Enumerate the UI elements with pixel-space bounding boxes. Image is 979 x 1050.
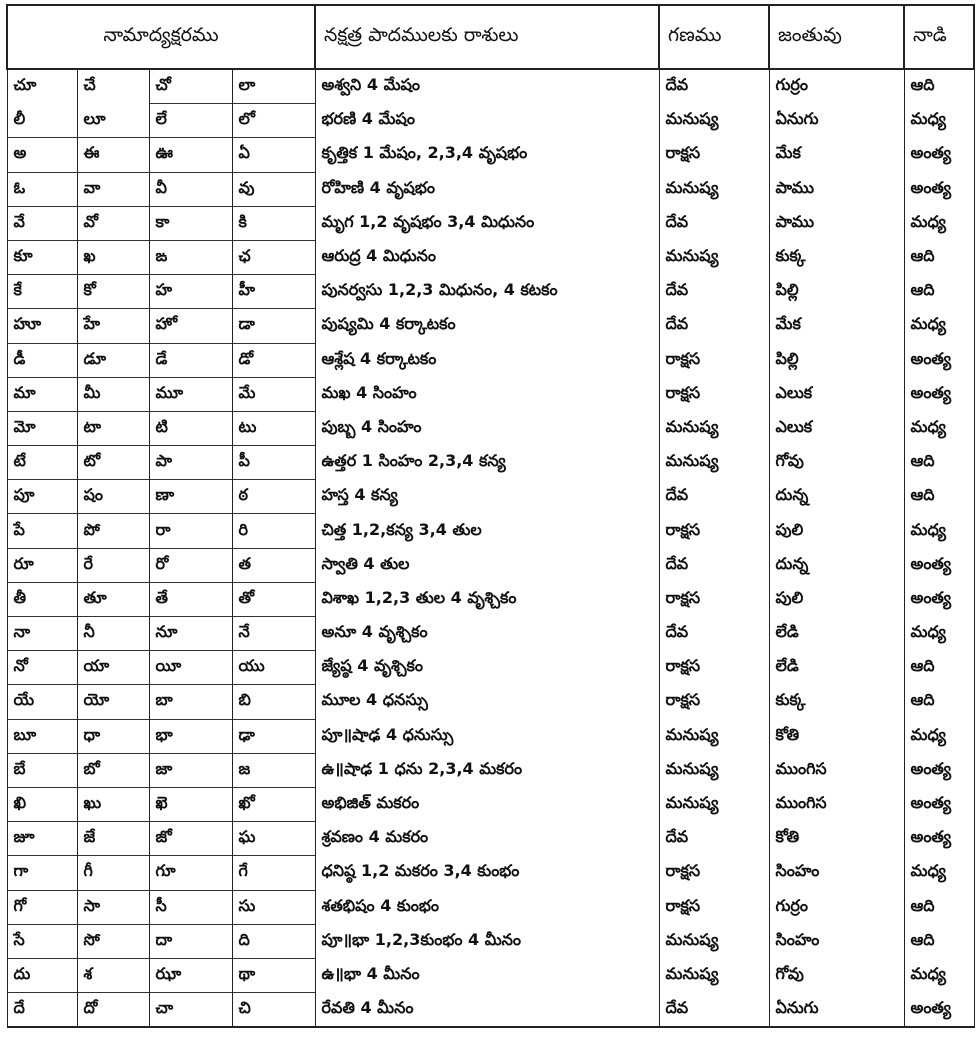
animal-cell: గుర్రం [769, 890, 904, 924]
letter-cell-2: కో [77, 275, 149, 309]
letter-cell-1: టే [7, 446, 77, 480]
star-pada-cell: అశ్వని 4 మేషం [315, 69, 659, 104]
letter-cell-2: జే [77, 822, 149, 856]
star-pada-cell: మూల 4 ధనస్సు [315, 685, 659, 719]
table-row [7, 582, 974, 616]
star-pada-cell: భరణి 4 మేషం [315, 104, 659, 138]
letter-cell-2: గీ [77, 856, 149, 890]
letter-cell-3: హ [149, 275, 232, 309]
table-row [7, 719, 974, 753]
table-row [7, 206, 974, 240]
star-pada-cell: ధనిష్ఠ 1,2 మకరం 3,4 కుంభం [315, 856, 659, 890]
gana-cell: రాక్షస [659, 890, 769, 924]
letter-cell-1: రూ [7, 548, 77, 582]
letter-cell-2: నీ [77, 617, 149, 651]
gana-cell: దేవ [659, 993, 769, 1028]
letter-cell-4: బి [232, 685, 315, 719]
nadi-cell: అంత్య [904, 172, 974, 206]
letter-cell-4: థా [232, 958, 315, 992]
letter-cell-3: జో [149, 822, 232, 856]
nadi-cell: మధ్య [904, 309, 974, 343]
letter-cell-4: ఖో [232, 787, 315, 821]
letter-cell-1: బూ [7, 719, 77, 753]
star-pada-cell: శతభిషం 4 కుంభం [315, 890, 659, 924]
star-pada-cell: స్వాతి 4 తుల [315, 548, 659, 582]
letter-cell-3: నూ [149, 617, 232, 651]
letter-cell-4: టు [232, 411, 315, 445]
star-pada-cell: జ్యేష్ఠ 4 వృశ్చికం [315, 651, 659, 685]
nadi-cell: మధ్య [904, 104, 974, 138]
nadi-cell: మధ్య [904, 206, 974, 240]
table-row [7, 514, 974, 548]
nadi-cell: ఆది [904, 69, 974, 104]
nadi-cell: మధ్య [904, 514, 974, 548]
animal-cell: గుర్రం [769, 69, 904, 104]
letter-cell-3: ఊ [149, 138, 232, 172]
letter-cell-3: ఝా [149, 958, 232, 992]
table-row [7, 856, 974, 890]
table-row [7, 617, 974, 651]
letter-cell-2: టో [77, 446, 149, 480]
letter-cell-1: జూ [7, 822, 77, 856]
letter-cell-2: వో [77, 206, 149, 240]
letter-cell-2: యా [77, 651, 149, 685]
animal-cell: పిల్లి [769, 343, 904, 377]
animal-cell: పులి [769, 514, 904, 548]
nadi-cell: ఆది [904, 240, 974, 274]
animal-cell: కుక్క [769, 240, 904, 274]
letter-cell-1: మో [7, 411, 77, 445]
nadi-cell: ఆది [904, 446, 974, 480]
letter-cell-4: డో [232, 343, 315, 377]
letter-cell-1: సే [7, 924, 77, 958]
letter-cell-1: పూ [7, 480, 77, 514]
letter-cell-1: తీ [7, 582, 77, 616]
letter-cell-2: ఖు [77, 787, 149, 821]
animal-cell: దున్న [769, 548, 904, 582]
letter-cell-4: నే [232, 617, 315, 651]
star-pada-cell: ఉ॥భా 4 మీనం [315, 958, 659, 992]
letter-cell-1: కూ [7, 240, 77, 274]
nadi-cell: ఆది [904, 924, 974, 958]
gana-cell: దేవ [659, 69, 769, 104]
letter-cell-1: ఓ [7, 172, 77, 206]
nadi-cell: అంత్య [904, 753, 974, 787]
table-row [7, 309, 974, 343]
letter-cell-4: పీ [232, 446, 315, 480]
letter-cell-3: జా [149, 753, 232, 787]
animal-cell: మేక [769, 138, 904, 172]
table-row [7, 343, 974, 377]
star-pada-cell: చిత్త 1,2,కన్య 3,4 తుల [315, 514, 659, 548]
letter-cell-1: అ [7, 138, 77, 172]
gana-cell: మనుష్య [659, 104, 769, 138]
gana-cell: మనుష్య [659, 719, 769, 753]
star-pada-cell: ఉత్తర 1 సింహం 2,3,4 కన్య [315, 446, 659, 480]
animal-cell: లేడి [769, 617, 904, 651]
nadi-cell: అంత్య [904, 822, 974, 856]
header-letters: నామాద్యక్షరము [7, 5, 315, 69]
table-row [7, 480, 974, 514]
animal-cell: పాము [769, 172, 904, 206]
animal-cell: లేడి [769, 651, 904, 685]
star-pada-cell: అభిజిత్ మకరం [315, 787, 659, 821]
letter-cell-1: పే [7, 514, 77, 548]
letter-cell-1: వే [7, 206, 77, 240]
table-row [7, 446, 974, 480]
letter-cell-3: ఖె [149, 787, 232, 821]
letter-cell-2: షం [77, 480, 149, 514]
letter-cell-3: మూ [149, 377, 232, 411]
table-row [7, 822, 974, 856]
nadi-cell: మధ్య [904, 719, 974, 753]
letter-cell-1: డీ [7, 343, 77, 377]
table-row [7, 138, 974, 172]
letter-cell-4: ఛ [232, 240, 315, 274]
letter-cell-3: ఙ [149, 240, 232, 274]
letter-cell-1: యే [7, 685, 77, 719]
star-pada-cell: పూ॥భా 1,2,3కుంభం 4 మీనం [315, 924, 659, 958]
star-pada-cell: రోహిణి 4 వృషభం [315, 172, 659, 206]
letter-cell-2: హే [77, 309, 149, 343]
star-pada-cell: కృత్తిక 1 మేషం, 2,3,4 వృషభం [315, 138, 659, 172]
table-row [7, 787, 974, 821]
table-row [7, 924, 974, 958]
letter-cell-4: రి [232, 514, 315, 548]
letter-cell-2: దో [77, 993, 149, 1028]
nadi-cell: అంత్య [904, 377, 974, 411]
table-row [7, 753, 974, 787]
letter-cell-4: వు [232, 172, 315, 206]
table-row [7, 377, 974, 411]
letter-cell-4: ఠ [232, 480, 315, 514]
header-nadi: నాడి [904, 5, 974, 69]
animal-cell: దున్న [769, 480, 904, 514]
nadi-cell: మధ్య [904, 958, 974, 992]
star-pada-cell: పునర్వసు 1,2,3 మిధునం, 4 కటకం [315, 275, 659, 309]
table-row [7, 104, 974, 138]
table-row [7, 651, 974, 685]
animal-cell: సింహం [769, 924, 904, 958]
letter-cell-4: సు [232, 890, 315, 924]
table-row [7, 685, 974, 719]
nadi-cell: అంత్య [904, 548, 974, 582]
animal-cell: ఏనుగు [769, 104, 904, 138]
animal-cell: ఎలుక [769, 411, 904, 445]
nadi-cell: మధ్య [904, 411, 974, 445]
animal-cell: కోతి [769, 822, 904, 856]
letter-cell-3: రో [149, 548, 232, 582]
letter-cell-3: చా [149, 993, 232, 1028]
table-row [7, 890, 974, 924]
letter-cell-3: ణా [149, 480, 232, 514]
letter-cell-2: లూ [77, 104, 149, 138]
animal-cell: గోవు [769, 446, 904, 480]
letter-cell-4: కి [232, 206, 315, 240]
letter-cell-3: దా [149, 924, 232, 958]
letter-cell-3: యీ [149, 651, 232, 685]
letter-cell-3: వీ [149, 172, 232, 206]
star-pada-cell: రేవతి 4 మీనం [315, 993, 659, 1028]
table-row [7, 958, 974, 992]
gana-cell: రాక్షస [659, 377, 769, 411]
star-pada-cell: ఆశ్లేష 4 కర్కాటకం [315, 343, 659, 377]
letter-cell-2: తూ [77, 582, 149, 616]
animal-cell: కుక్క [769, 685, 904, 719]
letter-cell-3: టి [149, 411, 232, 445]
star-pada-cell: విశాఖ 1,2,3 తుల 4 వృశ్చికం [315, 582, 659, 616]
animal-cell: ఏనుగు [769, 993, 904, 1028]
letter-cell-3: భా [149, 719, 232, 753]
star-pada-cell: ఉ॥షాఢ 1 ధను 2,3,4 మకరం [315, 753, 659, 787]
letter-cell-2: శ [77, 958, 149, 992]
table-row [7, 172, 974, 206]
gana-cell: మనుష్య [659, 411, 769, 445]
animal-cell: సింహం [769, 856, 904, 890]
animal-cell: ముంగిస [769, 787, 904, 821]
letter-cell-1: నా [7, 617, 77, 651]
gana-cell: దేవ [659, 617, 769, 651]
letter-cell-4: తో [232, 582, 315, 616]
gana-cell: దేవ [659, 822, 769, 856]
star-pada-cell: మఖ 4 సింహం [315, 377, 659, 411]
letter-cell-2: ఈ [77, 138, 149, 172]
table-row [7, 548, 974, 582]
gana-cell: రాక్షస [659, 651, 769, 685]
animal-cell: కోతి [769, 719, 904, 753]
letter-cell-3: హో [149, 309, 232, 343]
letter-cell-3: గూ [149, 856, 232, 890]
header-animal: జంతువు [769, 5, 904, 69]
gana-cell: మనుష్య [659, 958, 769, 992]
letter-cell-2: టా [77, 411, 149, 445]
animal-cell: పాము [769, 206, 904, 240]
animal-cell: ఎలుక [769, 377, 904, 411]
letter-cell-4: డా [232, 309, 315, 343]
gana-cell: దేవ [659, 548, 769, 582]
letter-cell-3: డే [149, 343, 232, 377]
nadi-cell: ఆది [904, 480, 974, 514]
letter-cell-4: ఢా [232, 719, 315, 753]
letter-cell-2: సా [77, 890, 149, 924]
letter-cell-1: గా [7, 856, 77, 890]
nadi-cell: ఆది [904, 275, 974, 309]
letter-cell-1: మా [7, 377, 77, 411]
table-row [7, 240, 974, 274]
gana-cell: మనుష్య [659, 924, 769, 958]
gana-cell: మనుష్య [659, 172, 769, 206]
letter-cell-2: ధా [77, 719, 149, 753]
star-pada-cell: పుబ్బ 4 సింహం [315, 411, 659, 445]
letter-cell-3: కా [149, 206, 232, 240]
letter-cell-4: లా [232, 69, 315, 104]
gana-cell: రాక్షస [659, 582, 769, 616]
letter-cell-1: దు [7, 958, 77, 992]
letter-cell-2: సో [77, 924, 149, 958]
nadi-cell: అంత్య [904, 993, 974, 1028]
letter-cell-2: మీ [77, 377, 149, 411]
nakshatra-sheet [6, 4, 973, 1044]
letter-cell-4: ది [232, 924, 315, 958]
gana-cell: దేవ [659, 275, 769, 309]
gana-cell: దేవ [659, 309, 769, 343]
nakshatra-table [6, 4, 975, 1028]
header-gana: గణము [659, 5, 769, 69]
nadi-cell: మధ్య [904, 617, 974, 651]
letter-cell-1: కే [7, 275, 77, 309]
gana-cell: దేవ [659, 480, 769, 514]
letter-cell-1: హూ [7, 309, 77, 343]
gana-cell: మనుష్య [659, 753, 769, 787]
gana-cell: రాక్షస [659, 514, 769, 548]
letter-cell-2: రే [77, 548, 149, 582]
letter-cell-4: చి [232, 993, 315, 1028]
letter-cell-1: చూ [7, 69, 77, 104]
animal-cell: ముంగిస [769, 753, 904, 787]
nadi-cell: ఆది [904, 685, 974, 719]
letter-cell-2: పో [77, 514, 149, 548]
gana-cell: రాక్షస [659, 685, 769, 719]
gana-cell: దేవ [659, 206, 769, 240]
letter-cell-1: దే [7, 993, 77, 1028]
letter-cell-4: ఏ [232, 138, 315, 172]
gana-cell: మనుష్య [659, 787, 769, 821]
table-row [7, 411, 974, 445]
letter-cell-1: బే [7, 753, 77, 787]
gana-cell: మనుష్య [659, 240, 769, 274]
animal-cell: పిల్లి [769, 275, 904, 309]
star-pada-cell: శ్రవణం 4 మకరం [315, 822, 659, 856]
star-pada-cell: అనూ 4 వృశ్చికం [315, 617, 659, 651]
letter-cell-4: గే [232, 856, 315, 890]
letter-cell-2: డూ [77, 343, 149, 377]
letter-cell-2: బో [77, 753, 149, 787]
header-row [7, 5, 974, 69]
letter-cell-1: లీ [7, 104, 77, 138]
letter-cell-3: రా [149, 514, 232, 548]
letter-cell-2: వా [77, 172, 149, 206]
letter-cell-4: యు [232, 651, 315, 685]
table-body [7, 69, 974, 1027]
gana-cell: రాక్షస [659, 343, 769, 377]
letter-cell-1: ఖి [7, 787, 77, 821]
star-pada-cell: హస్త 4 కన్య [315, 480, 659, 514]
letter-cell-4: లో [232, 104, 315, 138]
nadi-cell: అంత్య [904, 138, 974, 172]
letter-cell-3: పా [149, 446, 232, 480]
letter-cell-3: సీ [149, 890, 232, 924]
letter-cell-4: మే [232, 377, 315, 411]
nadi-cell: అంత్య [904, 582, 974, 616]
letter-cell-4: జ [232, 753, 315, 787]
letter-cell-1: నో [7, 651, 77, 685]
letter-cell-1: గో [7, 890, 77, 924]
star-pada-cell: పుష్యమి 4 కర్కాటకం [315, 309, 659, 343]
star-pada-cell: పూ॥షాఢ 4 ధనుస్సు [315, 719, 659, 753]
letter-cell-2: యో [77, 685, 149, 719]
nadi-cell: ఆది [904, 890, 974, 924]
gana-cell: మనుష్య [659, 446, 769, 480]
table-row [7, 993, 974, 1028]
letter-cell-4: హీ [232, 275, 315, 309]
letter-cell-4: ఘ [232, 822, 315, 856]
nadi-cell: ఆది [904, 651, 974, 685]
animal-cell: మేక [769, 309, 904, 343]
animal-cell: గోవు [769, 958, 904, 992]
letter-cell-4: త [232, 548, 315, 582]
nadi-cell: మధ్య [904, 856, 974, 890]
letter-cell-3: చో [149, 69, 232, 104]
letter-cell-2: చే [77, 69, 149, 104]
table-row [7, 275, 974, 309]
letter-cell-3: లే [149, 104, 232, 138]
letter-cell-2: ఖ [77, 240, 149, 274]
gana-cell: రాక్షస [659, 856, 769, 890]
gana-cell: రాక్షస [659, 138, 769, 172]
letter-cell-3: బా [149, 685, 232, 719]
star-pada-cell: మృగ 1,2 వృషభం 3,4 మిధునం [315, 206, 659, 240]
animal-cell: పులి [769, 582, 904, 616]
nadi-cell: అంత్య [904, 343, 974, 377]
letter-cell-3: తే [149, 582, 232, 616]
table-row [7, 69, 974, 104]
nadi-cell: అంత్య [904, 787, 974, 821]
header-star-padas: నక్షత్ర పాదములకు రాశులు [315, 5, 659, 69]
star-pada-cell: ఆరుద్ర 4 మిధునం [315, 240, 659, 274]
